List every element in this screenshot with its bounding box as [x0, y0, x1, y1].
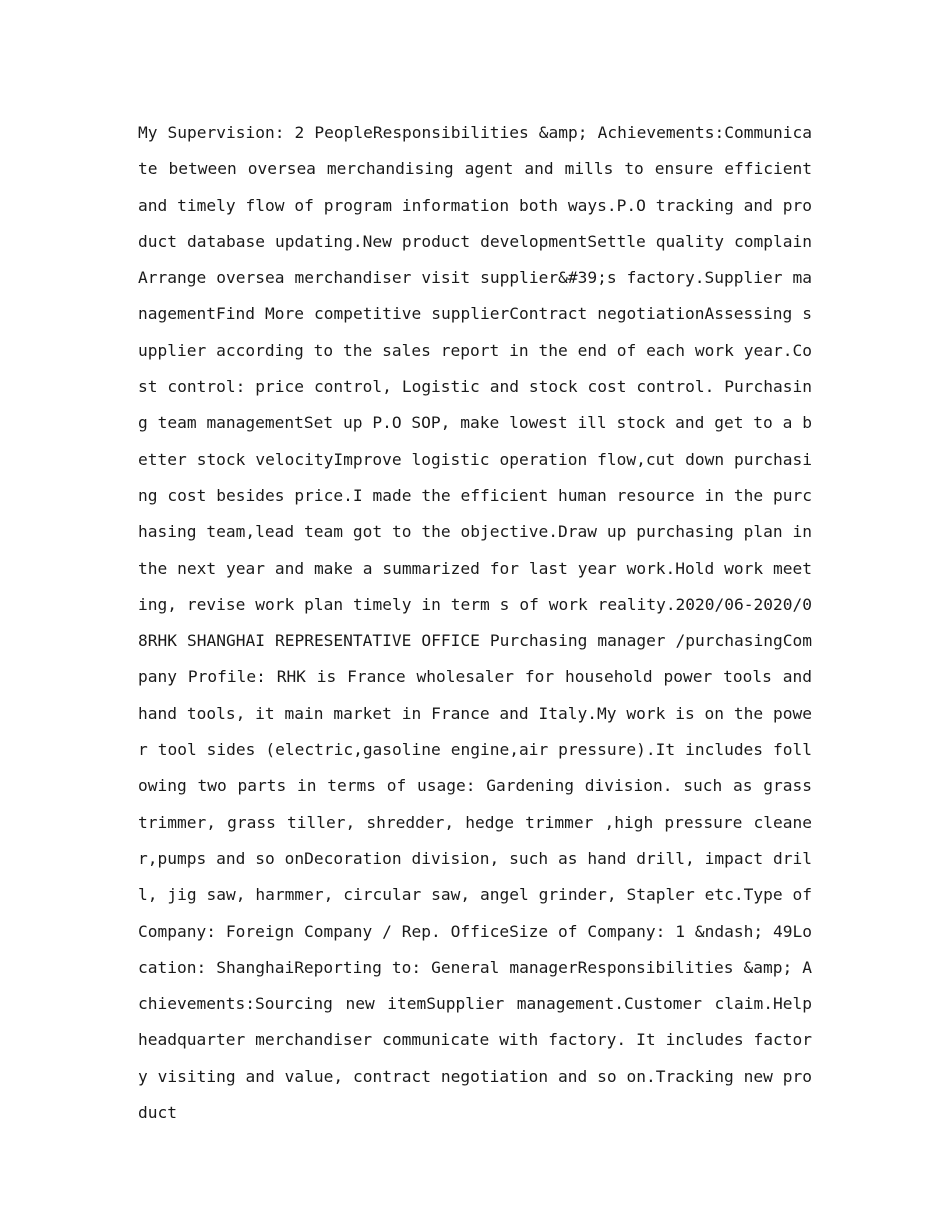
body-paragraph: My Supervision: 2 PeopleResponsibilities &amp; Achievements:Communicate between oversea merchandising agent and mills to ensure efficient and timely flow of program information both ways.P.O tracking and product database updating.New product developmentSettle quality complainArrange oversea merchandiser visit supplier&#39;s factory.Supplier managementFind More competitive supplierContract negotiationAssessing supplier according to the sales report in the end of each work year.Cost control: price control, Logistic and stock cost control. Purchasing team managementSet up P.O SOP, make lowest ill stock and get to a better stock velocityImprove logistic operation flow,cut down purchasing cost besides price.I made the efficient human resource in the purchasing team,lead team got to the objective.Draw up purchasing plan in the next year and make a summarized for last year work.Hold work meeting, revise work plan timely in term s of work reality.2020/06-2020/08RHK SHANGHAI REPRESENTATIVE OFFICE Purchasing manager /purchasingCompany Profile: RHK is France wholesaler for household power tools and hand tools, it main market in France and Italy.My work is on the power tool sides (electric,gasoline engine,air pressure).It includes following two parts in terms of usage: Gardening division. such as grass trimmer, grass tiller, shredder, hedge trimmer ,high pressure cleaner,pumps and so onDecoration division, such as hand drill, impact drill, jig saw, harmmer, circular saw, angel grinder, Stapler etc.Type of Company: Foreign Company / Rep. OfficeSize of Company: 1 &ndash; 49Location: ShanghaiReporting to: General managerResponsibilities &amp; Achievements:Sourcing new itemSupplier management.Customer claim.Help headquarter merchandiser communicate with factory. It includes factory visiting and value, contract negotiation and so on.Tracking new product	[138, 123, 812, 1123]
